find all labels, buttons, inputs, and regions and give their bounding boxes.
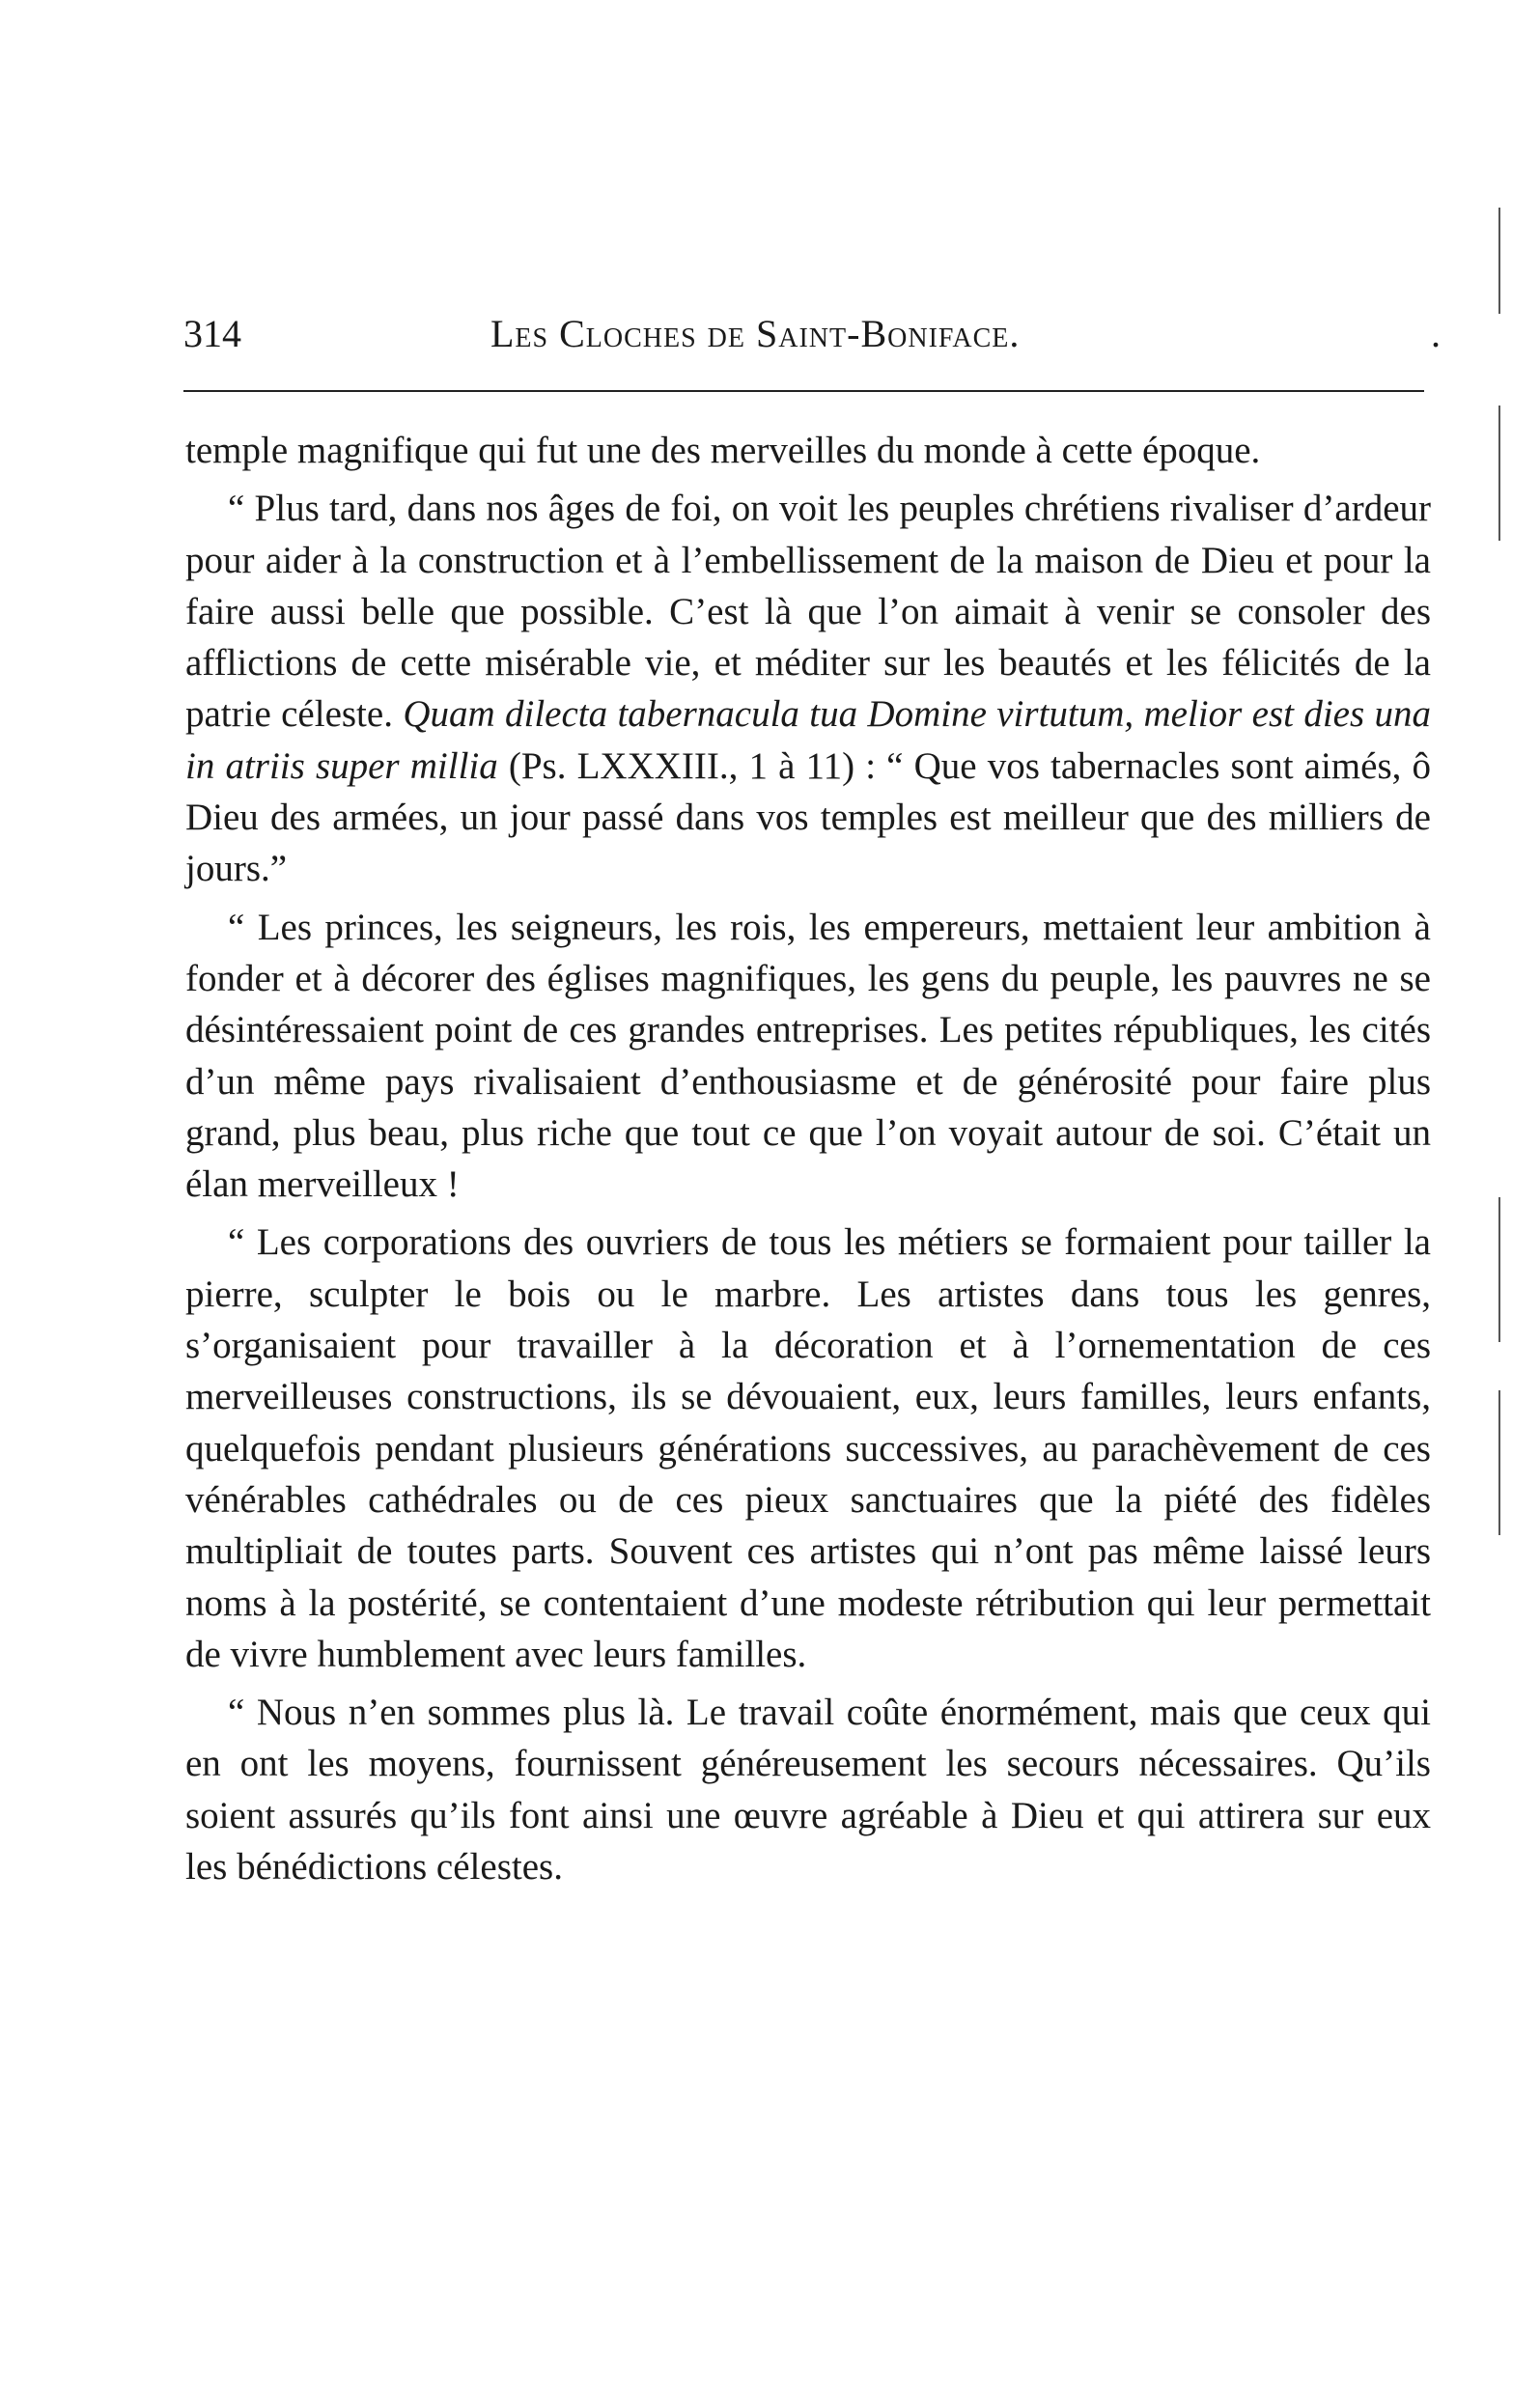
paragraph-nous-n-en-sommes: “ Nous n’en sommes plus là. Le travail coûte énormément, mais que ceux qui en ont les moyens, fournissent généreusement les secours nécessaires. Qu’ils soient assurés qu’ils font ainsi une œuvre agréable à Dieu et qui attirera sur eux les bénédictions célestes.: [185, 1692, 1431, 1889]
running-title: Les Cloches de Saint-Boniface.: [490, 312, 1021, 355]
page-number: 314: [183, 312, 241, 355]
body-text: [185, 425, 1431, 1892]
paragraph-ages-de-foi: [185, 483, 1431, 894]
latin-quotation: Quam dilecta tabernacula tua Domine virtutum, melior est dies una in atriis super millia: [185, 693, 1431, 787]
page-header: [183, 311, 1439, 359]
paragraph-text: (Ps. LXXXIII., 1 à 11) : “ Que vos tabernacles sont aimés, ô Dieu des armées, un jour passé dans vos temples est meilleur que des milliers de jours.”: [185, 744, 1431, 890]
scan-edge-mark: [1498, 208, 1500, 314]
paragraph-princes: “ Les princes, les seigneurs, les rois, les empereurs, mettaient leur ambition à fonder et à décorer des églises magnifiques, les gens du peuple, les pauvres ne se désintéressaient point de ces grandes entreprises. Les petites républiques, les cités d’un même pays rivalisaient d’enthousiasme et de générosité pour faire plus grand, plus beau, plus riche que tout ce que l’on voyait autour de soi. C’était un élan merveilleux !: [185, 906, 1431, 1206]
paragraph-text: “ Plus tard, dans nos âges de foi, on voit les peuples chrétiens rivaliser d’ardeur pour aider à la construction et à l’embellissement de la maison de Dieu et pour la faire aussi belle que possible. C’est là que l’on aimait à venir se consoler des afflictions de cette misérable vie, et méditer sur les beautés et les félicités de la patrie céleste.: [185, 488, 1431, 736]
paragraph-corporations: “ Les corporations des ouvriers de tous les métiers se formaient pour tailler la pierre, sculpter le bois ou le marbre. Les artistes dans tous les genres, s’organisaient pour travailler à la décoration et à l’ornementation de ces merveilleuses constructions, ils se dévouaient, eux, leurs familles, leurs enfants, quelquefois pendant plusieurs générations successives, au parachèvement de ces vénérables cathédrales ou de ces pieux sanctuaires que la piété des fidèles multipliait de toutes parts. Souvent ces artistes qui n’ont pas même laissé leurs noms à la postérité, se contentaient d’une modeste rétribution qui leur permettait de vivre humblement avec leurs familles.: [185, 1221, 1431, 1675]
scan-edge-mark: [1498, 406, 1500, 541]
paragraph-continued: temple magnifique qui fut une des merveilles du monde à cette époque.: [185, 430, 1261, 471]
scan-edge-mark: [1498, 1197, 1500, 1342]
header-rule: [183, 390, 1424, 392]
scan-edge-mark: [1498, 1390, 1500, 1535]
header-mark: .: [1431, 312, 1441, 355]
